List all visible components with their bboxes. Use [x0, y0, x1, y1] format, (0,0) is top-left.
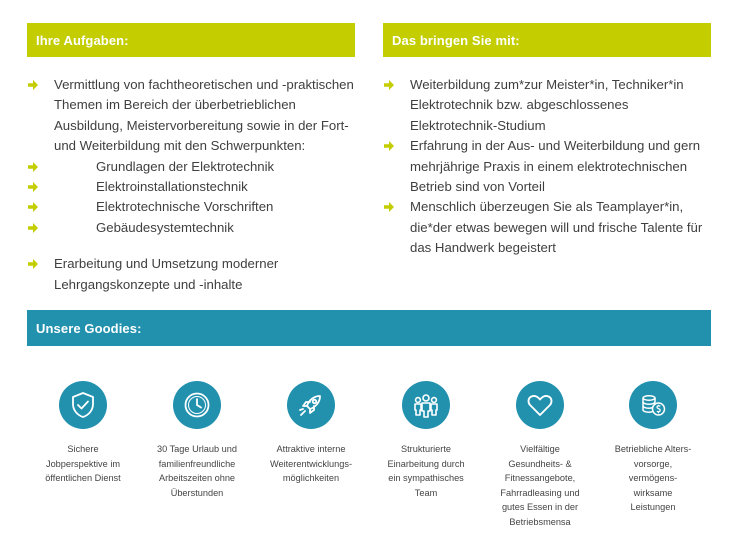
goodie-text: Attraktive interne Weiterentwicklungs- möglichkeiten [269, 444, 353, 484]
goodie-health [485, 381, 595, 530]
requirements-heading: Das bringen Sie mit: [383, 23, 711, 57]
goodie-text: 30 Tage Urlaub und familienfreundliche Arbeitszeiten ohne Überstunden [156, 444, 238, 498]
goodie-development [256, 381, 366, 486]
clock-icon [173, 381, 221, 429]
goodie-text: Sichere Jobperspektive im öffentlichen Dienst [45, 444, 121, 484]
rocket-icon [287, 381, 335, 429]
list-item: Elektrotechnische Vorschriften [54, 197, 357, 217]
heart-icon [516, 381, 564, 429]
list-item: Menschlich überzeugen Sie als Teamplayer*in, die*der etwas bewegen will und frische Talente für das Handwerk begeistert [383, 197, 713, 258]
list-item: Vermittlung von fachtheoretischen und -praktischen Themen im Bereich der überbetrieblichen Ausbildung, Meistervorbereitung sowie in der Fort- und Weiterbildung mit den Schwerpunkten: Grundlagen der Elektrotechnik Elektroinstallationstechnik Elektrotechnische Vorschriften Gebäudesystemtechnik [27, 75, 357, 238]
arrow-right-icon [383, 140, 395, 152]
goodie-pension [598, 381, 708, 515]
tasks-list [27, 75, 357, 295]
arrow-right-icon [383, 201, 395, 213]
list-item: Erarbeitung und Umsetzung moderner Lehrgangskonzepte und -inhalte [27, 254, 357, 295]
goodie-text: Betriebliche Alters- vorsorge, vermögens- wirksame Leistungen [614, 444, 692, 513]
goodies-heading: Unsere Goodies: [27, 310, 711, 346]
list-item: Grundlagen der Elektrotechnik [54, 157, 357, 177]
list-item: Elektroinstallationstechnik [54, 177, 357, 197]
list-item: Weiterbildung zum*zur Meister*in, Techniker*in Elektrotechnik bzw. abgeschlossenes Elektrotechnik-Studium [383, 75, 713, 136]
list-item: Erfahrung in der Aus- und Weiterbildung und gern mehrjährige Praxis in einem elektrotechnischen Betrieb sind von Vorteil [383, 136, 713, 197]
arrow-right-icon [27, 258, 39, 270]
goodie-onboarding [371, 381, 481, 500]
goodie-job-security [28, 381, 138, 486]
goodie-text: Strukturierte Einarbeitung durch ein sympathisches Team [387, 444, 465, 498]
arrow-right-icon [383, 79, 395, 91]
team-icon [402, 381, 450, 429]
focus-sublist [54, 157, 357, 239]
shield-check-icon [59, 381, 107, 429]
tasks-heading: Ihre Aufgaben: [27, 23, 355, 57]
arrow-right-icon [27, 79, 39, 91]
coins-icon [629, 381, 677, 429]
list-item: Gebäudesystemtechnik [54, 218, 357, 238]
requirements-list [383, 75, 713, 259]
arrow-right-icon [27, 161, 39, 173]
goodie-text: Vielfältige Gesundheits- & Fitnessangebote, Fahrradleasing und gutes Essen in der Betriebsmensa [500, 444, 580, 527]
arrow-right-icon [27, 201, 39, 213]
goodie-vacation [142, 381, 252, 500]
arrow-right-icon [27, 222, 39, 234]
arrow-right-icon [27, 181, 39, 193]
